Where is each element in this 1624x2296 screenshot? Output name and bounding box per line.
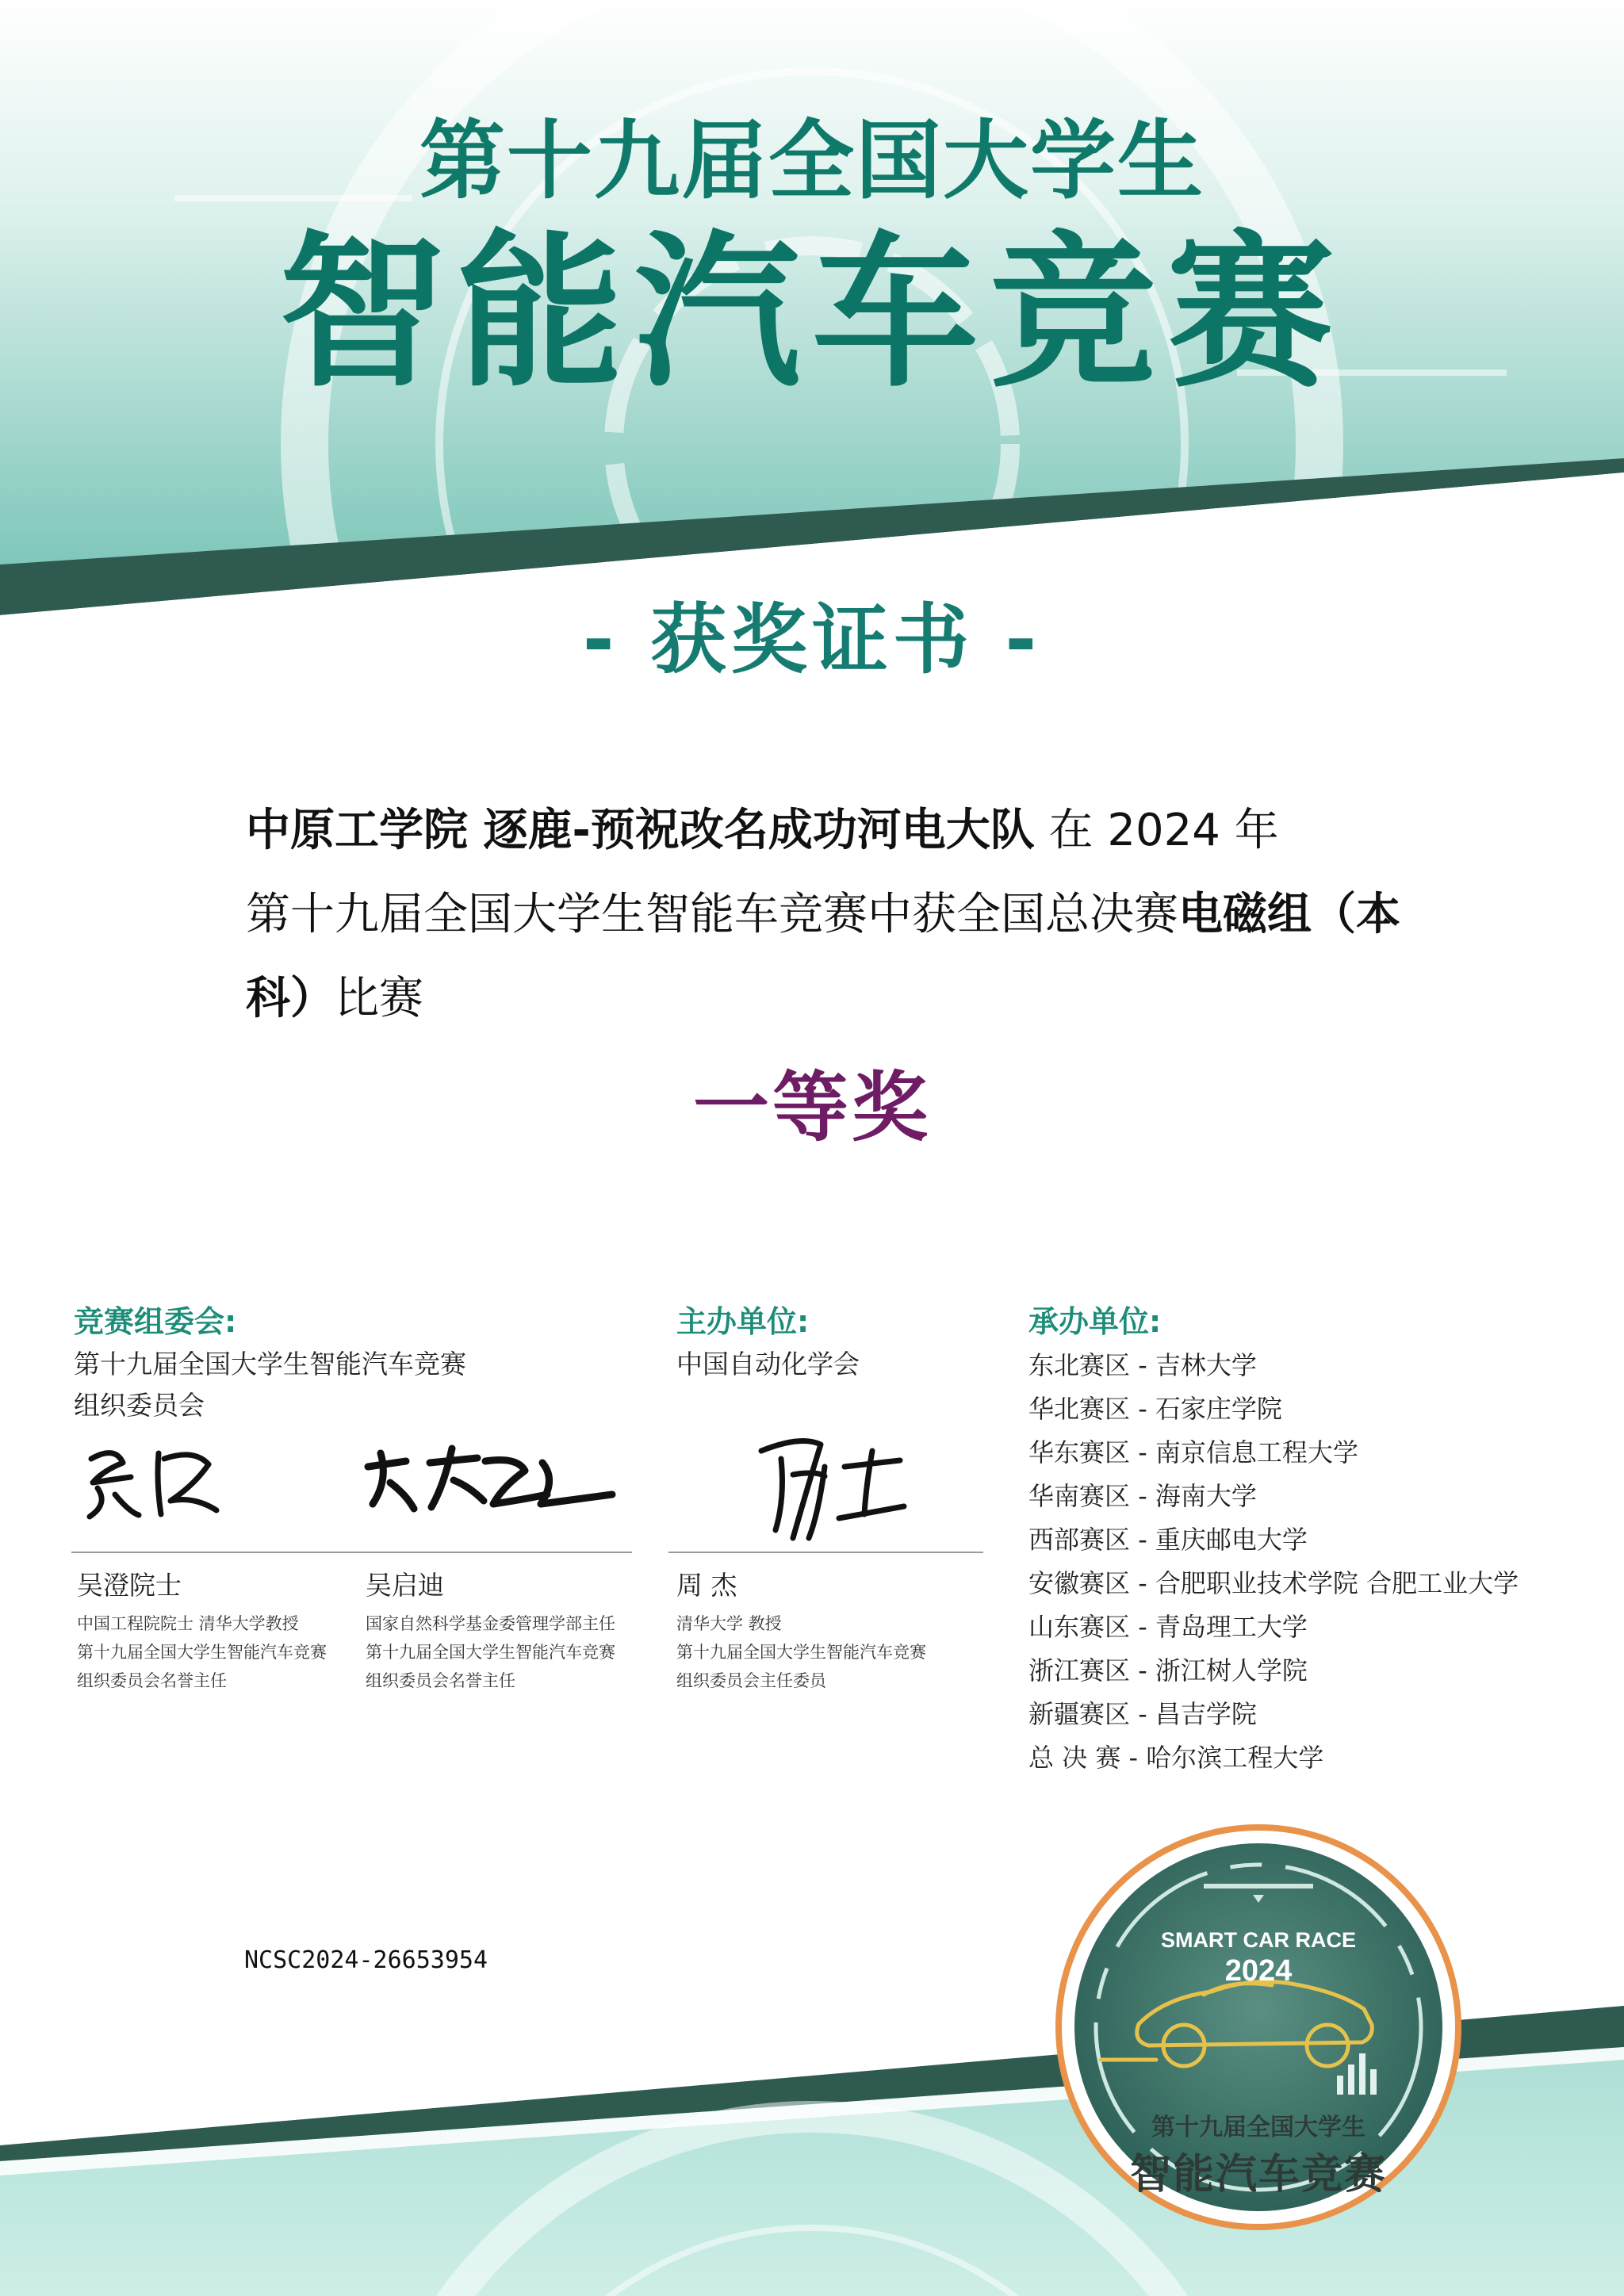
sponsor-org: 中国自动化学会 (676, 1349, 860, 1380)
host-region: 西部赛区 (1028, 1525, 1131, 1555)
host-region: 安徽赛区 (1028, 1568, 1131, 1598)
award-group: 电磁组（本科） (246, 889, 1400, 1024)
host-region: 华东赛区 (1028, 1437, 1131, 1468)
host-region: 山东赛区 (1028, 1612, 1131, 1642)
host-school: 海南大学 (1155, 1481, 1257, 1511)
signature-wu-qidi (358, 1439, 620, 1526)
badge-line2: 智能汽车竞赛 (1129, 2151, 1387, 2198)
committee-heading: 竞赛组委会: (74, 1304, 237, 1339)
person-desc-wu-cheng (77, 1609, 327, 1695)
host-school: 吉林大学 (1155, 1350, 1257, 1380)
person-name-wu-qidi: 吴启迪 (366, 1570, 444, 1601)
person-desc-wu-qidi (366, 1609, 615, 1695)
host-school: 石家庄学院 (1155, 1394, 1282, 1424)
signature-zhou-jie (745, 1427, 912, 1546)
hosts-list (1028, 1344, 1519, 1780)
host-region: 浙江赛区 (1028, 1655, 1131, 1686)
person-desc-line: 组织委员会名誉主任 (366, 1671, 515, 1690)
person-desc-line: 清华大学 教授 (676, 1614, 782, 1633)
team-name: 中原工学院 逐鹿-预祝改名成功河电大队 (246, 805, 1035, 856)
committee-org-line1: 第十九届全国大学生智能汽车竞赛 (74, 1349, 466, 1380)
signature-divider-left (71, 1552, 632, 1553)
award-competition-text: 第十九届全国大学生智能车竞赛中获全国总决赛 (246, 889, 1178, 940)
badge-line1: 第十九届全国大学生 (1151, 2114, 1365, 2141)
committee-org-line2: 组织委员会 (74, 1390, 205, 1421)
host-row (1028, 1518, 1519, 1562)
host-separator: - (1130, 1350, 1155, 1380)
host-separator: - (1130, 1525, 1155, 1555)
award-text (246, 789, 1404, 1041)
badge-title: SMART CAR RACE (1161, 1928, 1356, 1952)
award-suffix: 比赛 (335, 973, 423, 1024)
person-desc-line: 第十九届全国大学生智能汽车竞赛 (77, 1643, 327, 1662)
host-school: 青岛理工大学 (1155, 1612, 1308, 1642)
host-region: 华北赛区 (1028, 1394, 1131, 1424)
host-row (1028, 1475, 1519, 1518)
host-region: 华南赛区 (1028, 1481, 1131, 1511)
host-separator: - (1130, 1612, 1155, 1642)
certificate-number: NCSC2024-26653954 (244, 1946, 488, 1974)
host-row (1028, 1736, 1519, 1780)
host-region: 新疆赛区 (1028, 1699, 1131, 1729)
host-school: 哈尔滨工程大学 (1146, 1743, 1324, 1773)
competition-title-line1: 第十九届全国大学生 (419, 112, 1205, 211)
person-desc-line: 组织委员会名誉主任 (77, 1671, 227, 1690)
person-desc-line: 组织委员会主任委员 (676, 1671, 826, 1690)
prize-level: 一等奖 (693, 1063, 931, 1152)
host-row (1028, 1344, 1519, 1387)
award-year-text: 在 2024 年 (1034, 805, 1279, 856)
person-desc-line: 第十九届全国大学生智能汽车竞赛 (676, 1643, 926, 1662)
host-row (1028, 1649, 1519, 1693)
sponsor-heading: 主办单位: (676, 1304, 810, 1339)
host-separator: - (1130, 1655, 1155, 1686)
host-region: 东北赛区 (1028, 1350, 1131, 1380)
hosts-heading: 承办单位: (1028, 1304, 1162, 1339)
host-separator: - (1130, 1481, 1155, 1511)
badge-year: 2024 (1224, 1954, 1293, 1988)
host-row (1028, 1431, 1519, 1475)
host-school: 昌吉学院 (1155, 1699, 1257, 1729)
person-desc-line: 国家自然科学基金委管理学部主任 (366, 1614, 615, 1633)
host-school: 重庆邮电大学 (1155, 1525, 1308, 1555)
host-region: 总 决 赛 (1028, 1743, 1121, 1773)
host-row (1028, 1387, 1519, 1431)
host-separator: - (1130, 1568, 1155, 1598)
host-row (1028, 1605, 1519, 1649)
host-school: 浙江树人学院 (1155, 1655, 1308, 1686)
host-separator: - (1130, 1699, 1155, 1729)
signature-divider-right (668, 1552, 983, 1553)
host-row (1028, 1562, 1519, 1605)
person-name-wu-cheng: 吴澄院士 (77, 1570, 182, 1601)
person-desc-line: 中国工程院院士 清华大学教授 (77, 1614, 299, 1633)
host-row (1028, 1693, 1519, 1736)
host-separator: - (1130, 1437, 1155, 1468)
person-name-zhou-jie: 周 杰 (676, 1570, 737, 1601)
certificate-title: - 获奖证书 - (582, 595, 1042, 684)
person-desc-zhou-jie (676, 1609, 926, 1695)
host-separator: - (1130, 1394, 1155, 1424)
signature-wu-cheng (75, 1439, 234, 1526)
host-school: 合肥职业技术学院 合肥工业大学 (1155, 1568, 1519, 1598)
host-separator: - (1120, 1743, 1147, 1773)
person-desc-line: 第十九届全国大学生智能汽车竞赛 (366, 1643, 615, 1662)
host-school: 南京信息工程大学 (1155, 1437, 1358, 1468)
competition-title-line2: 智能汽车竞赛 (278, 216, 1345, 410)
